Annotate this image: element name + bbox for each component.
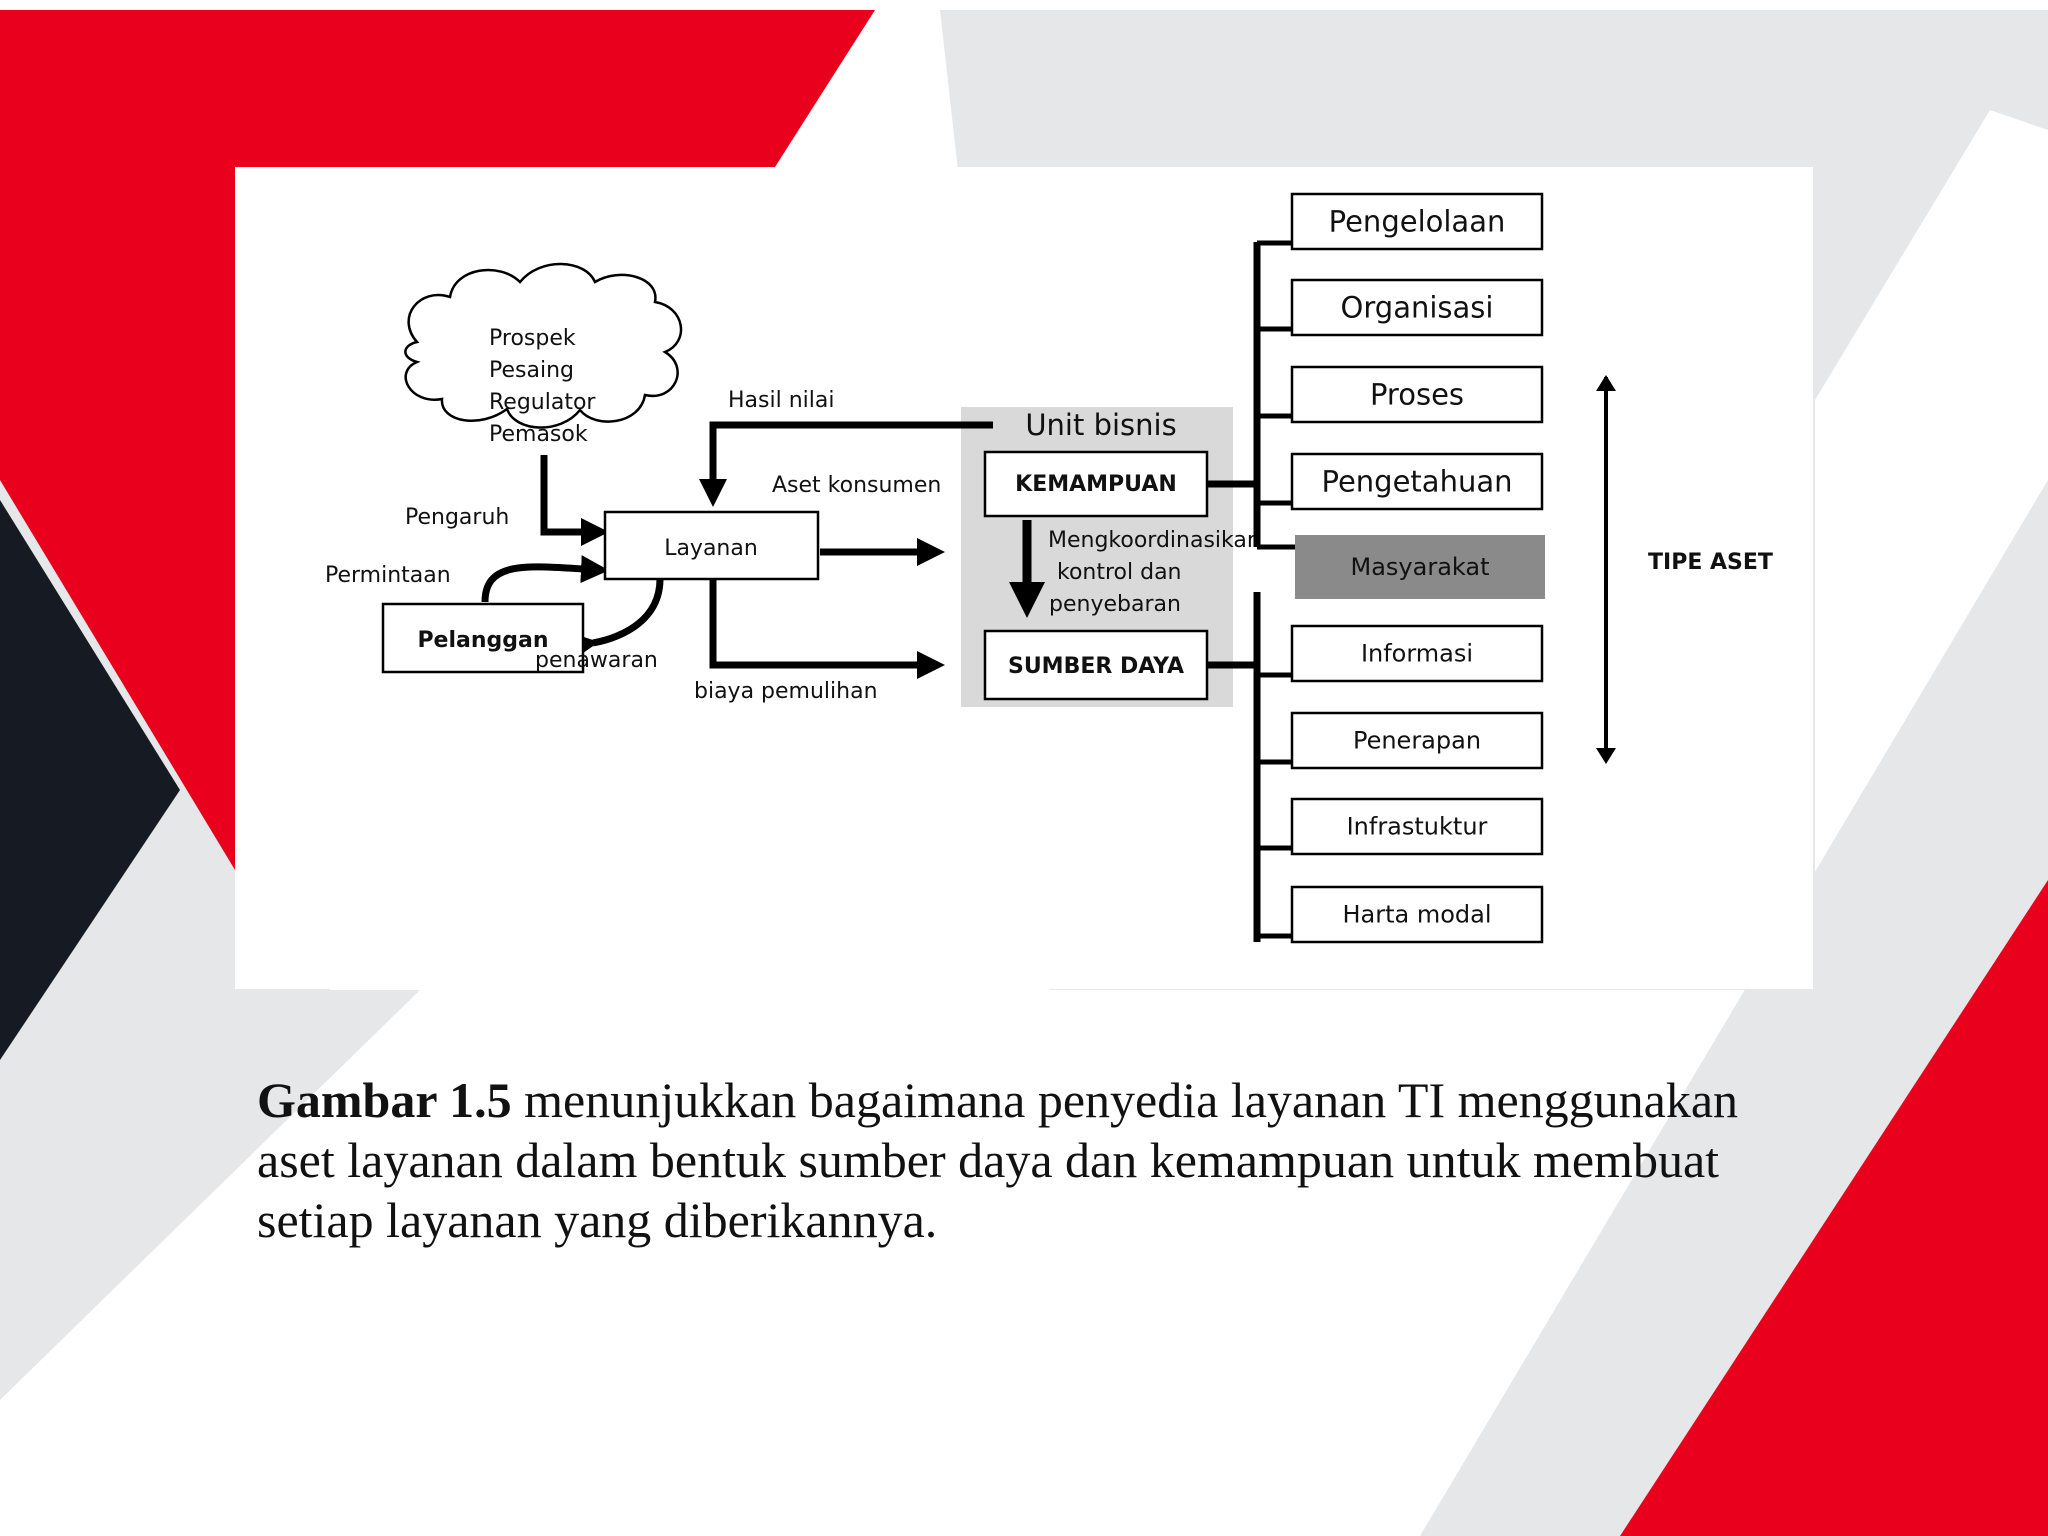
asset-label-pengetahuan: Pengetahuan: [1321, 464, 1513, 499]
pengaruh-arrow: [544, 455, 602, 532]
cloud-item-pemasok: Pemasok: [489, 422, 588, 447]
cloud-item-prospek: Prospek: [489, 326, 576, 351]
hasil-nilai-label: Hasil nilai: [728, 388, 835, 413]
tipe-aset-arrow-down: [1596, 748, 1616, 764]
pengaruh-label: Pengaruh: [405, 505, 510, 530]
penawaran-label: penawaran: [535, 648, 658, 673]
pelanggan-label: Pelanggan: [417, 628, 549, 653]
asset-label-masyarakat: Masyarakat: [1350, 553, 1490, 581]
unit-bisnis-label: Unit bisnis: [1025, 408, 1177, 442]
biaya-pemulihan-label: biaya pemulihan: [694, 679, 878, 704]
asset-label-pengelolaan: Pengelolaan: [1328, 204, 1506, 239]
biaya-pemulihan-arrow: [713, 579, 938, 665]
aset-konsumen-label: Aset konsumen: [772, 473, 942, 498]
layanan-label: Layanan: [664, 536, 758, 561]
figure-caption: [257, 1070, 1817, 1250]
coord-line-3: penyebaran: [1049, 592, 1181, 617]
caption-text: menunjukkan bagaimana penyedia layanan TI menggunakan aset layanan dalam bentuk sumber daya dan kemampuan untuk membuat setiap layanan yang diberikannya.: [257, 1072, 1739, 1248]
asset-label-harta-modal: Harta modal: [1342, 900, 1492, 929]
asset-label-penerapan: Penerapan: [1352, 726, 1482, 755]
penawaran-arrow: [592, 579, 660, 643]
permintaan-arrow: [485, 567, 602, 602]
coord-line-2: kontrol dan: [1057, 560, 1182, 585]
asset-label-organisasi: Organisasi: [1340, 290, 1494, 325]
tipe-aset-label: TIPE ASET: [1648, 550, 1773, 575]
kemampuan-label: KEMAMPUAN: [1015, 472, 1177, 497]
sumber-daya-label: SUMBER DAYA: [1007, 654, 1185, 679]
asset-label-proses: Proses: [1369, 377, 1465, 412]
asset-label-informasi: Informasi: [1360, 639, 1474, 668]
diagram-figure: [235, 167, 1813, 989]
coord-line-1: Mengkoordinasikan: [1048, 528, 1261, 553]
caption-figure-number: Gambar 1.5: [257, 1072, 512, 1128]
permintaan-label: Permintaan: [325, 563, 451, 588]
cloud-item-pesaing: Pesaing: [489, 358, 574, 383]
asset-label-infrastuktur: Infrastuktur: [1346, 812, 1488, 841]
cloud-item-regulator: Regulator: [489, 390, 596, 415]
tipe-aset-arrow-up: [1596, 375, 1616, 391]
service-asset-diagram: [235, 167, 1813, 989]
asset-type-list: [1292, 194, 1545, 942]
